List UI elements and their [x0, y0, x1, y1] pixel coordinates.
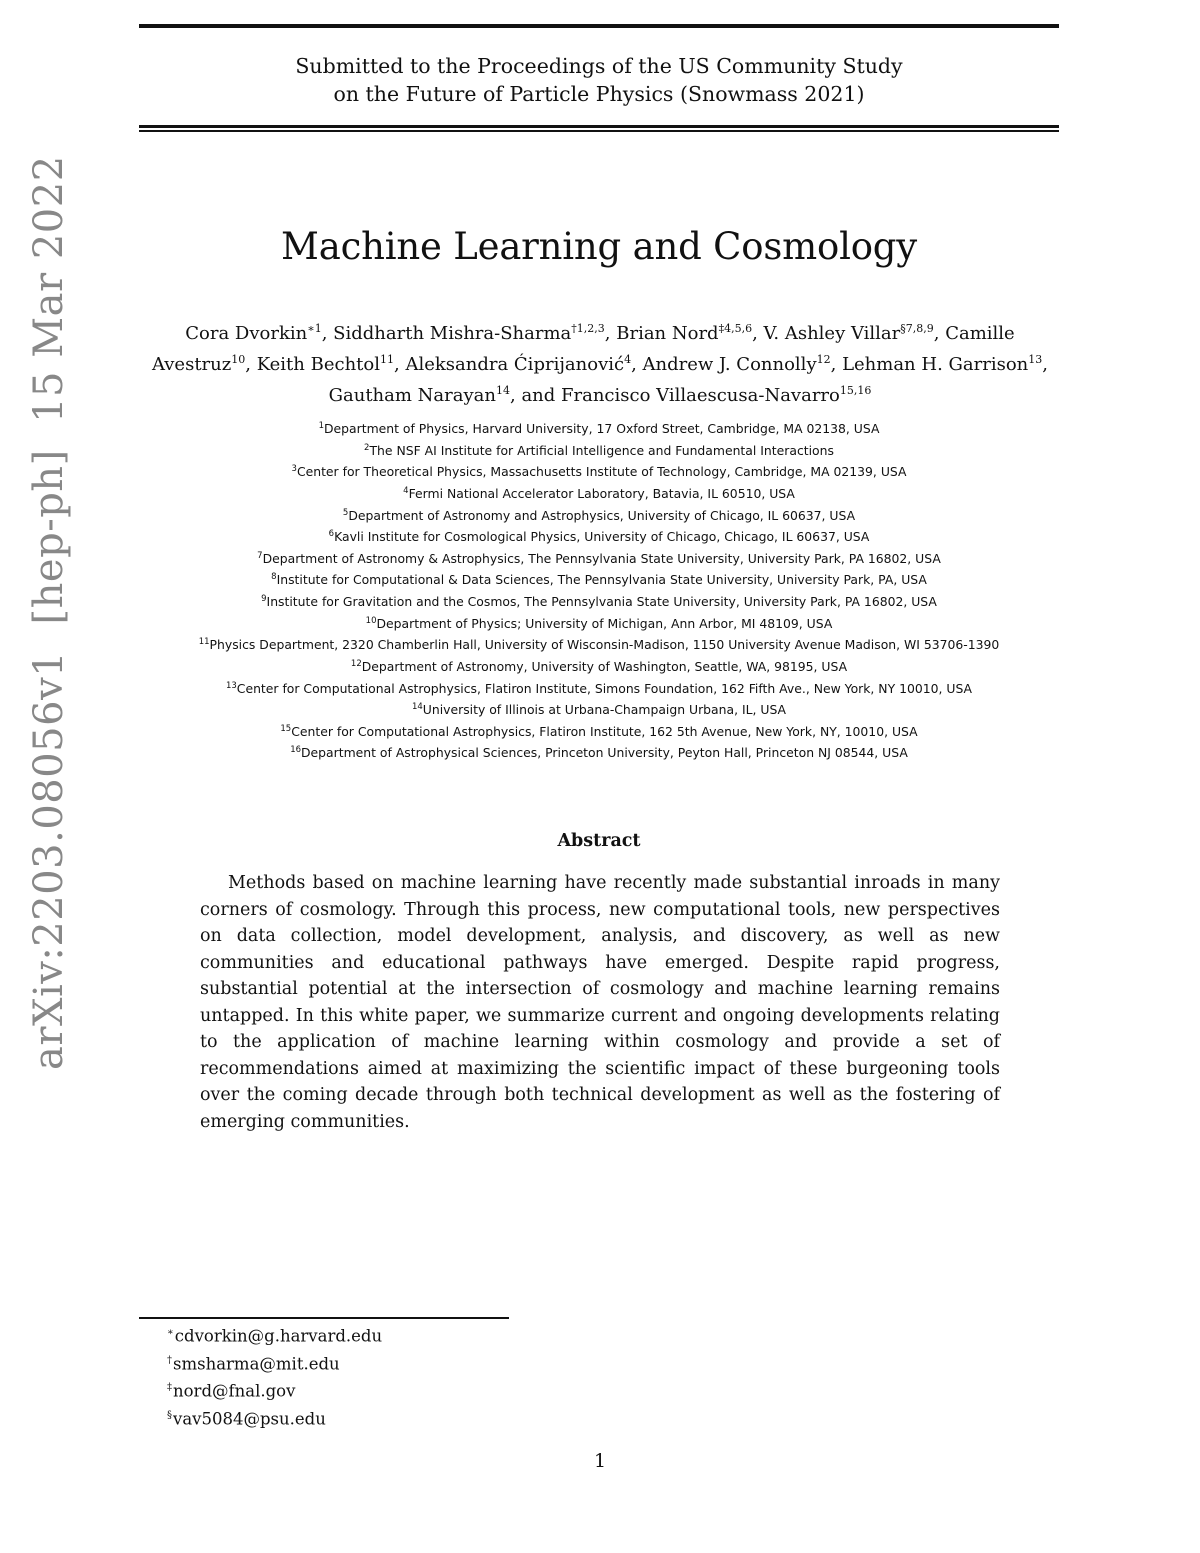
footnote-list	[167, 1321, 382, 1431]
abstract-text: Methods based on machine learning have recently made substantial inroads in many corners of cosmology. Through this process, new computational tools, new perspectives on data collection, model development, analysis, and discovery, as well as new communities and educational pathways have emerged. Despite rapid progress, substantial potential at the intersection of cosmology and machine learning remains untapped. In this white paper, we summarize current and ongoing developments relating to the application of machine learning within cosmology and provide a set of recommendations aimed at maximizing the scientific impact of these burgeoning tools over the coming decade through both technical development as well as the fostering of emerging communities.	[200, 873, 1000, 1132]
author-name: Camille Avestruz	[151, 323, 1015, 375]
footnote-mark: †	[167, 1354, 172, 1366]
author-separator: ,	[604, 323, 617, 344]
author-name: Aleksandra Ćiprijanović	[405, 354, 625, 375]
footnote-email-link[interactable]: smsharma@mit.edu	[173, 1354, 340, 1373]
author-affiliation-mark: †1,2,3	[571, 322, 605, 335]
affiliation-line	[139, 655, 1059, 677]
author-affiliation-mark: 15,16	[839, 384, 872, 397]
affiliation-text: Department of Astronomy & Astrophysics, The Pennsylvania State University, University Park, PA 16802, USA	[262, 550, 941, 566]
author-affiliation-mark: 10	[231, 353, 246, 366]
footnote-email-link[interactable]: cdvorkin@g.harvard.edu	[174, 1326, 383, 1346]
affiliation-line	[139, 741, 1059, 763]
affiliation-line	[139, 698, 1059, 720]
footnote-rule	[139, 1317, 509, 1319]
header-rule-thin	[139, 130, 1059, 132]
affiliation-text: Department of Physics; University of Michigan, Ann Arbor, MI 48109, USA	[376, 615, 833, 631]
author-list	[150, 316, 1054, 409]
author-separator: ,	[321, 323, 334, 344]
affiliation-text: Center for Computational Astrophysics, Flatiron Institute, 162 5th Avenue, New York, NY, 10010, USA	[291, 723, 918, 739]
footnote-email-link[interactable]: nord@fnal.gov	[173, 1381, 296, 1401]
author-separator: ,	[245, 354, 257, 375]
author-affiliation-mark: ‡4,5,6	[718, 322, 753, 335]
affiliation-line	[139, 633, 1059, 655]
author-name: Cora Dvorkin	[185, 323, 308, 344]
affiliation-line	[139, 525, 1059, 547]
top-rule	[139, 24, 1059, 28]
abstract-heading: Abstract	[557, 831, 641, 851]
affiliation-text: Department of Astronomy, University of Washington, Seattle, WA, 98195, USA	[361, 659, 848, 674]
affiliation-line	[139, 612, 1059, 634]
footnote-mark: ∗	[167, 1327, 174, 1338]
footnote-item	[167, 1321, 382, 1349]
author-affiliation-mark: §7,8,9	[900, 322, 934, 335]
affiliation-text: Institute for Gravitation and the Cosmos, The Pennsylvania State University, University Park, PA 16802, USA	[266, 594, 937, 610]
author-name: Brian Nord	[616, 323, 719, 344]
author-separator: ,	[933, 323, 946, 344]
affiliation-line	[139, 590, 1059, 612]
affiliation-number: 5	[342, 507, 349, 518]
arxiv-stamp[interactable]: arXiv:2203.08056v1 [hep-ph] 15 Mar 2022	[26, 155, 72, 1070]
affiliation-text: University of Illinois at Urbana-Champaign Urbana, IL, USA	[422, 702, 787, 718]
affiliation-text: Department of Physics, Harvard University, 17 Oxford Street, Cambridge, MA 02138, USA	[324, 421, 880, 437]
affiliation-line	[139, 547, 1059, 569]
author-affiliation-mark: 12	[816, 353, 831, 366]
affiliation-line	[139, 482, 1059, 504]
affiliation-text: Center for Computational Astrophysics, Flatiron Institute, Simons Foundation, 162 Fifth Ave., New York, NY 10010, USA	[236, 680, 973, 696]
affiliation-number: 12	[350, 658, 362, 669]
venue-line-2: on the Future of Particle Physics (Snowmass 2021)	[333, 82, 865, 106]
affiliation-line	[139, 720, 1059, 742]
affiliation-line	[139, 504, 1059, 526]
footnote-item	[167, 1349, 382, 1377]
affiliation-number: 8	[271, 572, 277, 583]
affiliation-text: Institute for Computational & Data Sciences, The Pennsylvania State University, University Park, PA, USA	[276, 572, 927, 588]
affiliation-line	[139, 417, 1059, 439]
affiliation-line	[139, 677, 1059, 699]
affiliation-number: 6	[328, 529, 335, 540]
author-separator: ,	[752, 323, 764, 344]
footnote-mark: ‡	[167, 1382, 172, 1393]
affiliation-number: 15	[280, 723, 292, 734]
footnote-item	[167, 1404, 382, 1432]
affiliation-number: 10	[365, 615, 377, 626]
author-affiliation-mark: 13	[1028, 353, 1043, 366]
affiliation-line	[139, 439, 1059, 461]
author-name: Gautham Narayan	[328, 385, 496, 406]
affiliation-number: 9	[261, 594, 267, 604]
venue-header	[139, 52, 1059, 108]
abstract-body	[200, 870, 1000, 1135]
affiliation-number: 2	[364, 442, 370, 453]
author-affiliation-mark: 14	[496, 384, 510, 397]
paper-title: Machine Learning and Cosmology	[281, 225, 917, 268]
author-affiliation-mark: ∗1	[307, 322, 322, 335]
header-rule-thick	[139, 125, 1059, 128]
affiliation-text: The NSF AI Institute for Artificial Intelligence and Fundamental Interactions	[369, 442, 834, 458]
author-name: Francisco Villaescusa-Navarro	[561, 385, 840, 406]
author-name: Keith Bechtol	[256, 354, 380, 375]
author-separator: , and	[510, 385, 562, 406]
author-affiliation-mark: 4	[624, 353, 632, 366]
footnote-mark: §	[167, 1409, 172, 1421]
affiliation-number: 11	[198, 637, 210, 648]
author-name: V. Ashley Villar	[763, 323, 901, 344]
affiliation-number: 14	[411, 702, 423, 713]
affiliation-text: Fermi National Accelerator Laboratory, Batavia, IL 60510, USA	[408, 486, 795, 501]
affiliation-text: Department of Astronomy and Astrophysics, University of Chicago, IL 60637, USA	[348, 507, 856, 523]
author-affiliation-mark: 11	[380, 353, 394, 366]
affiliation-number: 13	[225, 680, 237, 691]
affiliation-list	[139, 417, 1059, 763]
affiliation-number: 4	[403, 485, 409, 496]
affiliation-text: Center for Theoretical Physics, Massachusetts Institute of Technology, Cambridge, MA 02139, USA	[296, 464, 907, 480]
author-separator: ,	[631, 354, 643, 375]
footnote-item	[167, 1376, 382, 1404]
affiliation-line	[139, 460, 1059, 482]
affiliation-number: 7	[257, 550, 263, 561]
affiliation-number: 16	[290, 745, 302, 756]
footnote-email-link[interactable]: vav5084@psu.edu	[173, 1409, 326, 1428]
affiliation-text: Department of Astrophysical Sciences, Princeton University, Peyton Hall, Princeton NJ 08544, USA	[301, 745, 908, 761]
affiliation-text: Physics Department, 2320 Chamberlin Hall, University of Wisconsin-Madison, 1150 University Avenue Madison, WI 53706-1390	[209, 637, 1000, 653]
affiliation-number: 1	[318, 421, 324, 431]
affiliation-line	[139, 568, 1059, 590]
author-separator: ,	[394, 354, 406, 375]
author-name: Siddharth Mishra-Sharma	[333, 323, 572, 344]
page-number: 1	[593, 1450, 607, 1472]
author-name: Lehman H. Garrison	[842, 354, 1029, 375]
venue-line-1: Submitted to the Proceedings of the US Community Study	[295, 54, 903, 78]
affiliation-text: Kavli Institute for Cosmological Physics, University of Chicago, Chicago, IL 60637, USA	[334, 529, 870, 545]
author-separator: ,	[1042, 354, 1054, 375]
author-name: Andrew J. Connolly	[642, 354, 817, 375]
affiliation-number: 3	[291, 464, 297, 475]
author-separator: ,	[830, 354, 843, 375]
